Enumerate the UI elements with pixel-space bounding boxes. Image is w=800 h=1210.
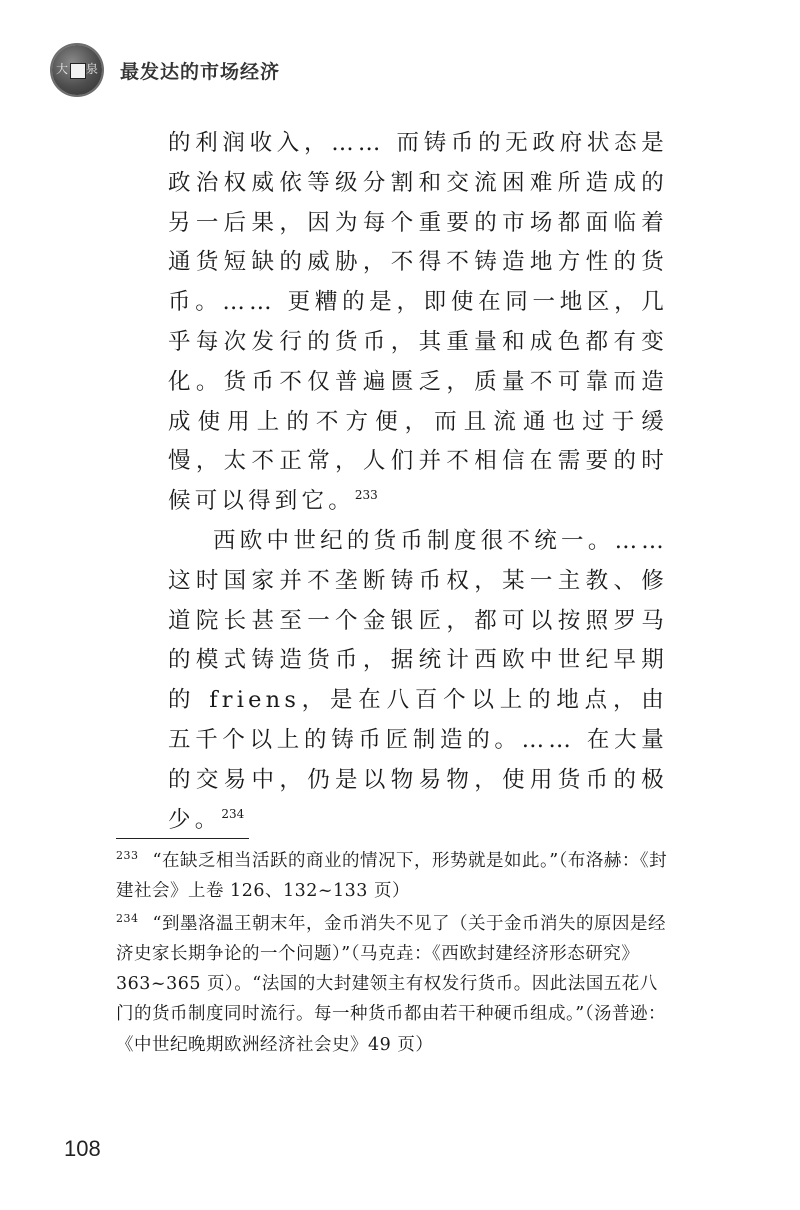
paragraph [168,522,668,840]
paragraph-text: 西欧中世纪的货币制度很不统一。…… 这时国家并不垄断铸币权，某一主教、修道院长甚至一个金银匠，都可以按照罗马的模式铸造货币，据统计西欧中世纪早期的 friens，是在八百个以上的地点，由五千个以上的铸币匠制造的。…… 在大量的交易中，仍是以物易物，使用货币的极少。 [168,527,668,833]
coin-square-hole [70,63,86,79]
running-header [52,40,280,100]
footnote-text: “到墨洛温王朝末年，金币消失不见了（关于金币消失的原因是经济史家长期争论的一个问题）”（马克垚：《西欧封建经济形态研究》363~365 页）。“法国的大封建领主有权发行货币。因此法国五花八门的货币制度同时流行。每一种货币都由若干种硬币组成。”（汤普逊：《中世纪晚期欧洲经济社会史》49 页） [116,913,666,1055]
paragraph [168,124,668,522]
coin-logo-icon [52,45,102,95]
footnote [116,846,668,907]
footnote [116,909,668,1060]
coin-glyph-left: 大 [56,62,69,76]
main-text [168,124,668,840]
footnote-number: 234 [116,911,139,925]
footnote-divider [116,838,249,839]
footnote-text: “在缺乏相当活跃的商业的情况下，形势就是如此。”（布洛赫：《封建社会》上卷 126、132~133 页） [116,851,668,902]
footnotes [116,846,668,1062]
running-title: 最发达的市场经济 [120,60,281,83]
footnote-ref: 234 [221,806,245,821]
page-number: 108 [64,1136,101,1161]
footnote-ref: 233 [354,488,378,503]
footnote-number: 233 [116,849,139,862]
coin-glyph-right: 泉 [85,62,98,76]
paragraph-text: 的利润收入，…… 而铸币的无政府状态是政治权威依等级分割和交流困难所造成的另一后果，因为每个重要的市场都面临着通货短缺的威胁，不得不铸造地方性的货币。…… 更糟的是，即使在同一地区，几乎每次发行的货币，其重量和成色都有变化。货币不仅普遍匮乏，质量不可靠而造成使用上的不方便，而且流通也过于缓慢，太不正常，人们并不相信在需要的时候可以得到它。 [168,130,668,515]
